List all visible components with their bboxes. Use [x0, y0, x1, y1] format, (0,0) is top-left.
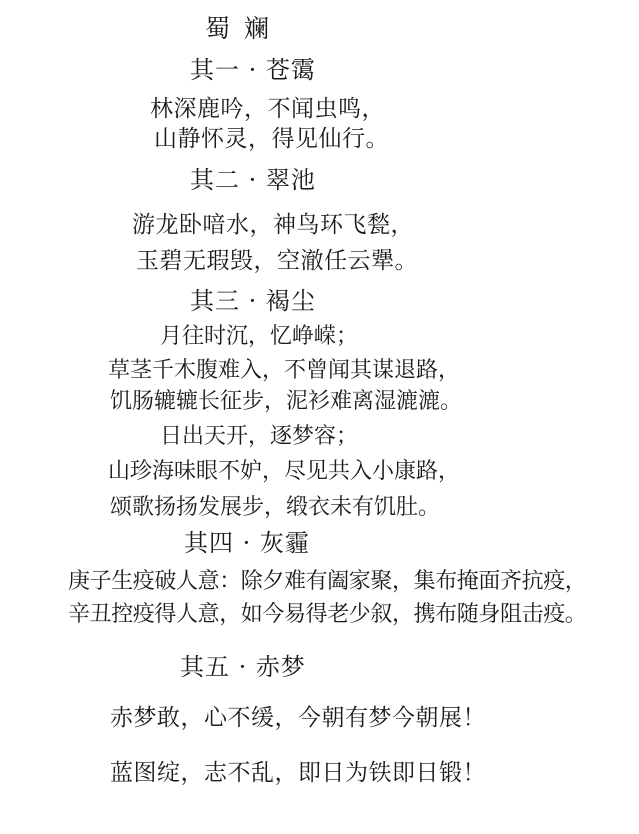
- section-1-line-2: 山静怀灵，得见仙行。: [154, 126, 389, 152]
- section-4-line-1: 庚子生疫破人意：除夕难有阖家聚，集布掩面齐抗疫，: [68, 569, 587, 594]
- section-3-line-2: 草茎千木腹难入，不曾闻其谋退路，: [108, 358, 461, 383]
- section-3-line-5: 山珍海味眼不妒，尽见共入小康路，: [108, 459, 461, 484]
- section-1-line-1: 林深鹿吟，不闻虫鸣，: [150, 96, 385, 122]
- section-4-line-2: 辛丑控疫得人意，如今易得老少叙，携布随身阻击疫。: [68, 602, 587, 627]
- section-1-heading: 其一 · 苍霭: [190, 56, 316, 84]
- section-5-line-2: 蓝图绽，志不乱，即日为铁即日锻！: [110, 760, 486, 786]
- section-5-heading: 其五 · 赤梦: [180, 653, 306, 681]
- section-3-line-6: 颂歌扬扬发展步，缎衣未有饥肚。: [110, 495, 441, 520]
- section-3-line-4: 日出天开，逐梦容；: [160, 424, 359, 449]
- section-3-line-3: 饥肠辘辘长征步，泥衫难离湿漉漉。: [110, 389, 463, 414]
- section-2-heading: 其二 · 翠池: [190, 166, 316, 194]
- section-5-line-1: 赤梦敢，心不缓，今朝有梦今朝展！: [110, 705, 486, 731]
- section-3-line-1: 月往时沉，忆峥嵘；: [160, 324, 359, 349]
- poem-title: 蜀 斓: [205, 14, 272, 43]
- section-2-line-1: 游龙卧喑水，神鸟环飞甃，: [132, 212, 414, 238]
- section-2-line-2: 玉碧无瑕毁，空澈任云犟。: [136, 248, 418, 274]
- section-3-heading: 其三 · 褐尘: [190, 287, 316, 315]
- section-4-heading: 其四 · 灰霾: [184, 529, 310, 557]
